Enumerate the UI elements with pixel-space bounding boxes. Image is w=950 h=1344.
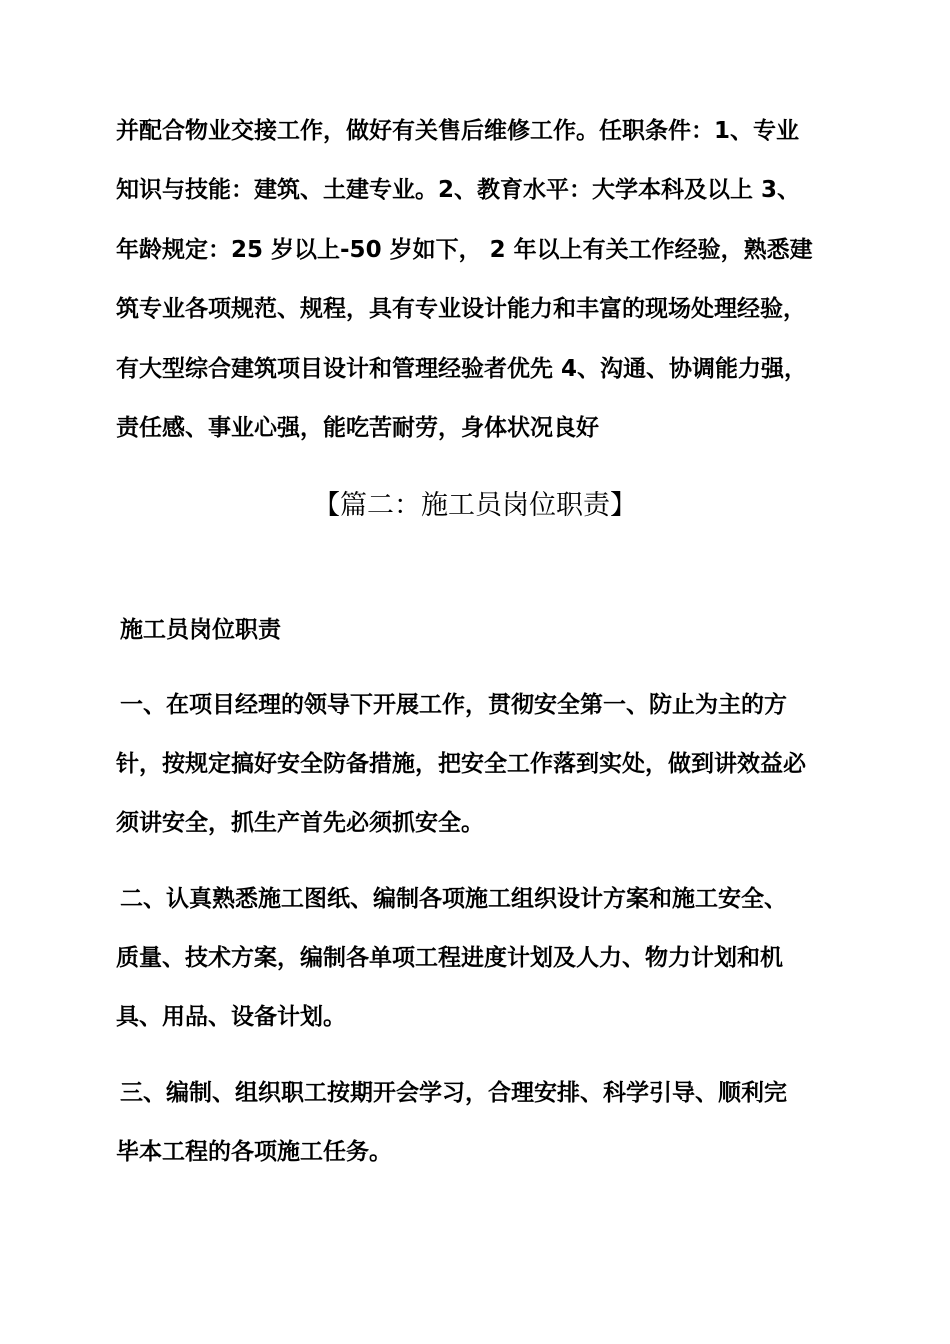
intro-line-4: 筑专业各项规范、规程，具有专业设计能力和丰富的现场处理经验， (116, 296, 806, 322)
item2-line-1: 二、认真熟悉施工图纸、编制各项施工组织设计方案和施工安全、 (120, 886, 787, 912)
item1-line-2: 针，按规定搞好安全防备措施，把安全工作落到实处，做到讲效益必 (116, 751, 806, 777)
item2-line-2: 质量、技术方案，编制各单项工程进度计划及人力、物力计划和机 (116, 945, 783, 971)
intro-line-5: 有大型综合建筑项目设计和管理经验者优先 4、沟通、协调能力强， (116, 356, 808, 382)
item3-line-1: 三、编制、组织职工按期开会学习，合理安排、科学引导、顺利完 (120, 1080, 787, 1106)
section-title: 施工员岗位职责 (120, 617, 281, 643)
section-heading: 【篇二：施工员岗位职责】 (313, 490, 637, 521)
item3-line-2: 毕本工程的各项施工任务。 (116, 1139, 392, 1165)
intro-line-3: 年龄规定：25 岁以上-50 岁如下， 2 年以上有关工作经验，熟悉建 (116, 237, 813, 263)
intro-line-1: 并配合物业交接工作，做好有关售后维修工作。任职条件：1、专业 (116, 118, 800, 144)
intro-line-6: 责任感、事业心强，能吃苦耐劳，身体状况良好 (116, 415, 599, 441)
item1-line-1: 一、在项目经理的领导下开展工作，贯彻安全第一、防止为主的方 (120, 692, 787, 718)
intro-line-2: 知识与技能：建筑、土建专业。2、教育水平：大学本科及以上 3、 (116, 177, 801, 203)
item2-line-3: 具、用品、设备计划。 (116, 1004, 346, 1030)
item1-line-3: 须讲安全，抓生产首先必须抓安全。 (116, 810, 484, 836)
